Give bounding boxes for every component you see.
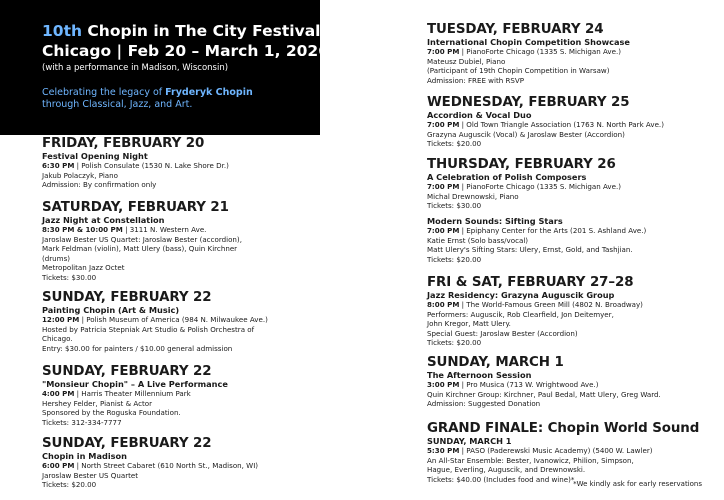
event-detail-line: Chicago.	[42, 334, 73, 344]
event-detail-line: Tickets: $20.00	[42, 480, 97, 490]
event-block	[427, 275, 712, 348]
event-title: The Afternoon Session	[427, 370, 532, 380]
event-date: SATURDAY, FEBRUARY 21	[42, 200, 229, 215]
event-time: 7:00 PM	[427, 120, 460, 129]
event-detail-line: Tickets: $30.00	[427, 201, 482, 211]
event-title: Jazz Night at Constellation	[42, 215, 165, 225]
event-detail-line: Matt Ulery's Sifting Stars: Ulery, Ernst, Gold, and Tashjian.	[427, 245, 633, 255]
event-detail-line: Tickets: $40.00 (Includes food and wine)*	[427, 474, 575, 484]
event-detail-line: Entry: $30.00 for painters / $10.00 general admission	[42, 343, 233, 353]
event-block	[42, 436, 332, 490]
event-venue: | 3111 N. Western Ave.	[122, 225, 207, 234]
event-title: Chopin in Madison	[42, 451, 127, 461]
reservation-footnote: *We kindly ask for early reservations	[573, 480, 702, 488]
event-detail-line: (drums)	[42, 253, 71, 263]
event-block	[42, 290, 332, 353]
event-time: 8:00 PM	[427, 300, 460, 309]
event-venue: | Harris Theater Millennium Park	[74, 389, 191, 398]
event-detail-line: Jaroslaw Bester US Quartet	[42, 470, 139, 480]
event-time: 6:00 PM	[42, 461, 75, 470]
event-time: 7:00 PM	[427, 182, 460, 191]
event-detail-line: Katie Ernst (Solo bass/vocal)	[427, 235, 529, 245]
festival-title	[42, 22, 320, 40]
event-title: Festival Opening Night	[42, 151, 148, 161]
event-venue: | Polish Museum of America (984 N. Milwaukee Ave.)	[79, 315, 268, 324]
event-time-venue	[42, 389, 332, 399]
event-block	[427, 421, 712, 484]
event-venue: | PASO (Paderewski Music Academy) (5400 W. Lawler)	[459, 446, 653, 455]
event-time-venue	[427, 120, 712, 130]
event-title: Modern Sounds: Sifting Stars	[427, 216, 563, 226]
event-date: SUNDAY, MARCH 1	[427, 355, 564, 370]
event-detail-line: Tickets: $20.00	[427, 338, 482, 348]
event-detail-line: Tickets: $20.00	[427, 139, 482, 149]
event-date: THURSDAY, FEBRUARY 26	[427, 157, 616, 172]
event-date: FRIDAY, FEBRUARY 20	[42, 136, 205, 151]
event-time-venue	[427, 446, 712, 456]
event-date: FRI & SAT, FEBRUARY 27–28	[427, 275, 634, 290]
tagline-end: through Classical, Jazz, and Art.	[42, 99, 193, 110]
event-detail-line: Admission: By confirmation only	[42, 180, 157, 190]
event-time: 3:00 PM	[427, 380, 460, 389]
event-block	[427, 95, 712, 149]
event-detail-line: Grazyna Auguscik (Vocal) & Jaroslaw Bester (Accordion)	[427, 129, 625, 139]
event-detail-line: Hague, Everling, Auguscik, and Drewnowski.	[427, 465, 586, 475]
event-detail-line: Jaroslaw Bester US Quartet: Jaroslaw Bester (accordion),	[42, 234, 242, 244]
edition-number: 10th	[42, 22, 83, 40]
event-time-venue	[42, 225, 332, 235]
event-detail-line: An All-Star Ensemble: Bester, Ivanowicz, Philion, Simpson,	[427, 455, 634, 465]
event-title: International Chopin Competition Showcase	[427, 37, 630, 47]
event-title: SUNDAY, MARCH 1	[427, 436, 512, 446]
event-time-venue	[427, 182, 712, 192]
event-detail-line: (Participant of 19th Chopin Competition in Warsaw)	[427, 66, 610, 76]
event-detail-line: Tickets: $20.00	[427, 254, 482, 264]
event-time: 4:00 PM	[42, 389, 75, 398]
event-venue: | Polish Consulate (1530 N. Lake Shore Dr.)	[74, 161, 229, 170]
event-time-venue	[42, 315, 332, 325]
event-detail-line: Special Guest: Jaroslaw Bester (Accordion)	[427, 328, 578, 338]
event-time: 7:00 PM	[427, 226, 460, 235]
event-block	[427, 355, 712, 409]
tagline-composer: Fryderyk Chopin	[165, 87, 253, 98]
event-time-venue	[42, 161, 332, 171]
event-date: WEDNESDAY, FEBRUARY 25	[427, 95, 630, 110]
event-block	[42, 200, 332, 283]
event-venue: | The World-Famous Green Mill (4802 N. Broadway)	[459, 300, 643, 309]
event-detail-line: Jakub Polaczyk, Piano	[42, 170, 118, 180]
event-time: 6:30 PM	[42, 161, 75, 170]
event-date: GRAND FINALE: Chopin World Sound	[427, 421, 700, 436]
event-venue: | PianoForte Chicago (1335 S. Michigan Ave.)	[459, 182, 621, 191]
event-date: SUNDAY, FEBRUARY 22	[42, 290, 212, 305]
event-detail-line: Metropolitan Jazz Octet	[42, 263, 125, 273]
event-detail-line: Hershey Felder, Pianist & Actor	[42, 398, 153, 408]
event-title: Painting Chopin (Art & Music)	[42, 305, 180, 315]
event-block	[42, 364, 332, 427]
event-venue: | Epiphany Center for the Arts (201 S. Ashland Ave.)	[459, 226, 647, 235]
event-block	[42, 136, 332, 190]
event-time-venue	[42, 461, 332, 471]
event-time: 7:00 PM	[427, 47, 460, 56]
event-detail-line: Tickets: $30.00	[42, 272, 97, 282]
event-venue: | PianoForte Chicago (1335 S. Michigan Ave.)	[459, 47, 621, 56]
event-detail-line: Hosted by Patricia Stepniak Art Studio & Polish Orchestra of	[42, 324, 255, 334]
event-date: TUESDAY, FEBRUARY 24	[427, 22, 604, 37]
event-time-venue	[427, 226, 712, 236]
event-detail-line: Mateusz Dubiel, Piano	[427, 56, 506, 66]
event-time: 12:00 PM	[42, 315, 80, 324]
event-detail-line: Admission: Suggested Donation	[427, 399, 541, 409]
event-title: A Celebration of Polish Composers	[427, 172, 587, 182]
event-time-venue	[427, 47, 712, 57]
tagline-lead: Celebrating the legacy of	[42, 87, 166, 98]
event-block	[427, 157, 712, 211]
event-time: 5:30 PM	[427, 446, 460, 455]
event-detail-line: Michal Drewnowski, Piano	[427, 191, 519, 201]
festival-dates: Chicago | Feb 20 – March 1, 2026	[42, 42, 329, 60]
festival-name: Chopin in The City Festival	[87, 22, 321, 40]
event-title: Jazz Residency: Grazyna Auguscik Group	[427, 290, 615, 300]
event-title: "Monsieur Chopin" – A Live Performance	[42, 379, 228, 389]
event-time: 8:30 PM & 10:00 PM	[42, 225, 123, 234]
event-date: SUNDAY, FEBRUARY 22	[42, 364, 212, 379]
event-detail-line: John Kregor, Matt Ulery.	[427, 319, 511, 329]
event-time-venue	[427, 380, 712, 390]
event-detail-line: Quin Kirchner Group: Kirchner, Paul Bedal, Matt Ulery, Greg Ward.	[427, 389, 661, 399]
event-venue: | Old Town Triangle Association (1763 N. North Park Ave.)	[459, 120, 664, 129]
event-venue: | Pro Musica (713 W. Wrightwood Ave.)	[459, 380, 599, 389]
event-detail-line: Tickets: 312-334-7777	[42, 417, 122, 427]
event-detail-line: Performers: Auguscik, Rob Clearfield, Jon Deitemyer,	[427, 309, 614, 319]
event-date: SUNDAY, FEBRUARY 22	[42, 436, 212, 451]
festival-note: (with a performance in Madison, Wisconsin)	[42, 63, 229, 73]
event-block	[427, 216, 712, 264]
event-time-venue	[427, 300, 712, 310]
festival-tagline	[42, 87, 320, 111]
event-detail-line: Admission: FREE with RSVP	[427, 75, 525, 85]
event-detail-line: Sponsored by the Roguska Foundation.	[42, 408, 181, 418]
event-detail-line: Mark Feldman (violin), Matt Ulery (bass), Quin Kirchner	[42, 244, 238, 254]
event-title: Accordion & Vocal Duo	[427, 110, 532, 120]
festival-header	[0, 0, 329, 135]
event-venue: | North Street Cabaret (610 North St., Madison, WI)	[74, 461, 259, 470]
event-block	[427, 22, 712, 85]
